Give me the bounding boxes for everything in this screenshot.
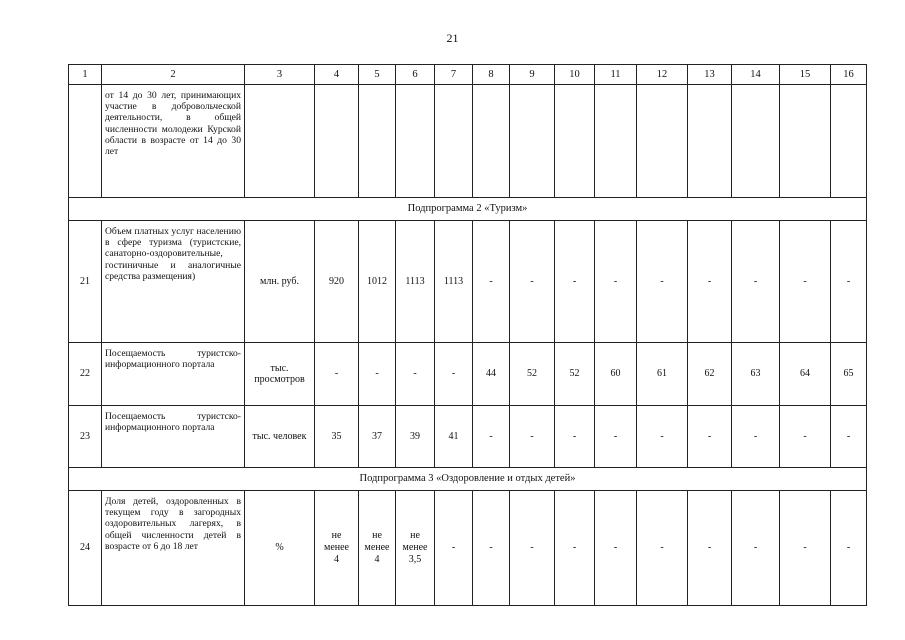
indicator-value: не менее 4 [359, 491, 396, 606]
indicator-value: 41 [435, 406, 473, 468]
table-row [69, 406, 867, 468]
indicator-value: - [359, 343, 396, 406]
indicator-value: 35 [315, 406, 359, 468]
indicator-value: - [732, 221, 780, 343]
indicator-value [732, 85, 780, 198]
indicator-value: - [732, 491, 780, 606]
unit-of-measure: млн. руб. [245, 221, 315, 343]
indicator-value: - [780, 491, 831, 606]
column-number: 14 [732, 65, 780, 85]
indicator-value: - [831, 221, 867, 343]
indicator-value: - [637, 221, 688, 343]
indicator-value: 920 [315, 221, 359, 343]
indicator-value: - [555, 406, 595, 468]
indicator-value [780, 85, 831, 198]
indicator-value: - [435, 343, 473, 406]
column-number: 12 [637, 65, 688, 85]
indicator-value: - [780, 221, 831, 343]
indicator-value: 52 [510, 343, 555, 406]
indicator-value: 60 [595, 343, 637, 406]
indicator-name: Посещаемость туристско-информационного портала [102, 343, 245, 406]
indicator-value: - [595, 221, 637, 343]
indicator-value: 61 [637, 343, 688, 406]
column-number: 16 [831, 65, 867, 85]
indicator-value: 44 [473, 343, 510, 406]
table-row [69, 343, 867, 406]
row-number: 22 [69, 343, 102, 406]
table-row [69, 221, 867, 343]
indicator-value: - [688, 491, 732, 606]
indicator-value [396, 85, 435, 198]
indicator-value: - [688, 406, 732, 468]
indicator-value: не менее 3,5 [396, 491, 435, 606]
indicator-value: 1012 [359, 221, 396, 343]
column-number: 4 [315, 65, 359, 85]
indicator-value [595, 85, 637, 198]
column-number: 9 [510, 65, 555, 85]
indicator-value: 63 [732, 343, 780, 406]
indicator-name: от 14 до 30 лет, принимающих участие в добровольческой деятельности, в общей численности молодежи Курской области в возрасте от 14 до 30 лет [102, 85, 245, 198]
unit-of-measure: % [245, 491, 315, 606]
column-number: 11 [595, 65, 637, 85]
indicator-value: - [555, 491, 595, 606]
column-number: 10 [555, 65, 595, 85]
column-number: 6 [396, 65, 435, 85]
table-row [69, 491, 867, 606]
indicator-value [473, 85, 510, 198]
column-number-row [69, 65, 867, 85]
indicator-value: - [510, 221, 555, 343]
indicator-value: 1113 [435, 221, 473, 343]
column-number: 15 [780, 65, 831, 85]
indicator-value: 64 [780, 343, 831, 406]
indicator-value: - [510, 406, 555, 468]
column-number: 3 [245, 65, 315, 85]
indicator-name: Посещаемость туристско-информационного портала [102, 406, 245, 468]
indicator-value: 39 [396, 406, 435, 468]
column-number: 8 [473, 65, 510, 85]
indicator-value: - [473, 221, 510, 343]
indicator-value: - [780, 406, 831, 468]
indicator-value: - [435, 491, 473, 606]
indicator-value [435, 85, 473, 198]
subprogram-row [69, 468, 867, 491]
indicator-value [359, 85, 396, 198]
indicator-value: - [595, 406, 637, 468]
indicator-value: - [688, 221, 732, 343]
indicator-value [688, 85, 732, 198]
row-number [69, 85, 102, 198]
indicator-value: 1113 [396, 221, 435, 343]
indicator-value [637, 85, 688, 198]
page-number: 21 [446, 31, 459, 45]
indicator-name: Объем платных услуг населению в сфере туризма (туристские, санаторно-оздоровительные, гостиничные и аналогичные средства размещения) [102, 221, 245, 343]
indicator-value: - [473, 491, 510, 606]
unit-of-measure: тыс. просмотров [245, 343, 315, 406]
indicator-value: - [831, 491, 867, 606]
column-number: 13 [688, 65, 732, 85]
indicator-value: 52 [555, 343, 595, 406]
indicators-table [68, 64, 867, 606]
indicator-value: 62 [688, 343, 732, 406]
unit-of-measure: тыс. человек [245, 406, 315, 468]
indicator-value: - [510, 491, 555, 606]
indicator-name: Доля детей, оздоровленных в текущем году в загородных оздоровительных лагерях, в общей численности детей в возрасте от 6 до 18 лет [102, 491, 245, 606]
column-number: 5 [359, 65, 396, 85]
subprogram-title: Подпрограмма 2 «Туризм» [69, 198, 867, 221]
indicator-value: - [732, 406, 780, 468]
indicator-value: - [831, 406, 867, 468]
unit-of-measure [245, 85, 315, 198]
indicator-value [831, 85, 867, 198]
indicator-value: 37 [359, 406, 396, 468]
indicator-value: - [473, 406, 510, 468]
indicator-value: - [637, 491, 688, 606]
indicator-value: - [555, 221, 595, 343]
indicator-value: 65 [831, 343, 867, 406]
column-number: 2 [102, 65, 245, 85]
indicator-value [315, 85, 359, 198]
column-number: 7 [435, 65, 473, 85]
column-number: 1 [69, 65, 102, 85]
indicator-value: - [595, 491, 637, 606]
indicator-value: - [396, 343, 435, 406]
indicator-value: не менее 4 [315, 491, 359, 606]
row-number: 24 [69, 491, 102, 606]
row-number: 23 [69, 406, 102, 468]
indicator-value: - [637, 406, 688, 468]
indicator-value [555, 85, 595, 198]
table-row [69, 85, 867, 198]
indicator-value [510, 85, 555, 198]
row-number: 21 [69, 221, 102, 343]
subprogram-title: Подпрограмма 3 «Оздоровление и отдых детей» [69, 468, 867, 491]
subprogram-row [69, 198, 867, 221]
indicator-value: - [315, 343, 359, 406]
